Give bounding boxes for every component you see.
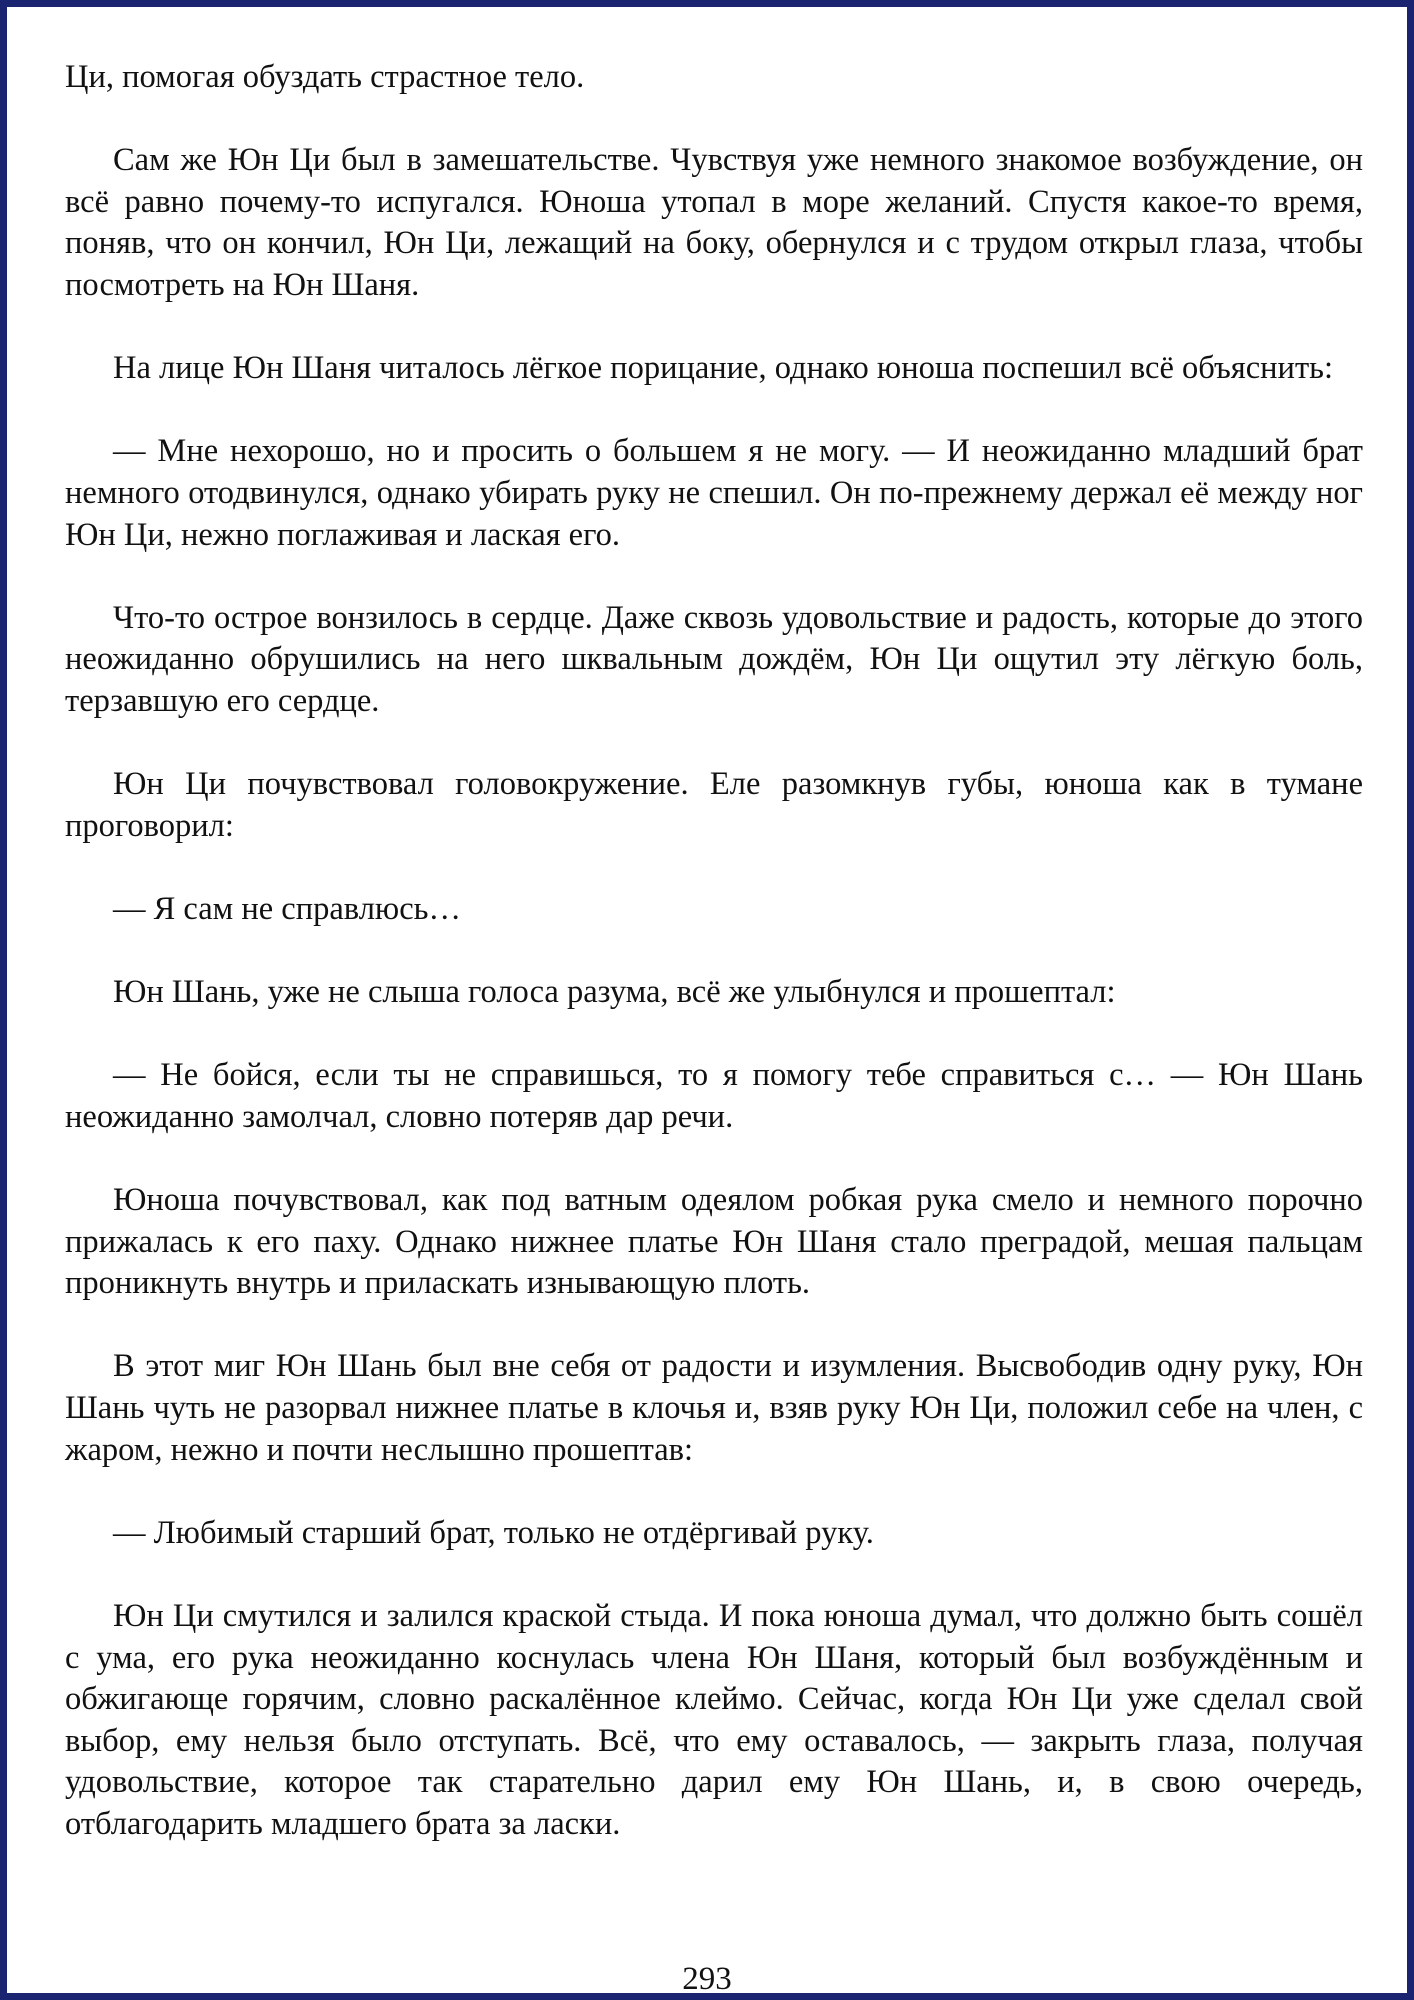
paragraph: Юноша почувствовал, как под ватным одеялом робкая рука смело и немного порочно прижалась к его паху. Однако нижнее платье Юн Шаня стало преградой, мешая пальцам проникнуть внутрь и приласкать изнывающую плоть. [65, 1182, 1363, 1302]
paragraph: Что-то острое вонзилось в сердце. Даже сквозь удовольствие и радость, которые до этого неожиданно обрушились на него шквальным дождём, Юн Ци ощутил эту лёгкую боль, терзавшую его сердце. [65, 599, 1363, 719]
paragraph: — Мне нехорошо, но и просить о большем я не могу. — И неожиданно младший брат немного отодвинулся, однако убирать руку не спешил. Он по-прежнему держал её между ног Юн Ци, нежно поглаживая и лаская его. [65, 433, 1363, 553]
paragraph: — Я сам не справлюсь… [113, 890, 461, 927]
paragraph: Юн Ци смутился и залился краской стыда. И пока юноша думал, что должно быть сошёл с ума, его рука неожиданно коснулась члена Юн Шаня, который был возбуждённым и обжигающе горячим, словно раскалённое клеймо. Сейчас, когда Юн Ци уже сделал свой выбор, ему нельзя было отступать. Всё, что ему оставалось, — закрыть глаза, получая удовольствие, которое так старательно дарил ему Юн Шань, и, в свою очередь, отблагодарить младшего брата за ласки. [65, 1597, 1363, 1842]
paragraph: Юн Ци почувствовал головокружение. Еле разомкнув губы, юноша как в тумане проговорил: [65, 766, 1363, 844]
paragraph: На лице Юн Шаня читалось лёгкое порицание, однако юноша поспешил всё объяснить: [113, 350, 1334, 387]
paragraph: Юн Шань, уже не слыша голоса разума, всё же улыбнулся и прошептал: [113, 974, 1116, 1011]
body-text [65, 57, 1363, 1887]
page-number: 293 [682, 1961, 732, 1997]
paragraph: — Любимый старший брат, только не отдёргивай руку. [113, 1514, 874, 1551]
paragraph: Сам же Юн Ци был в замешательстве. Чувствуя уже немного знакомое возбуждение, он всё равно почему-то испугался. Юноша утопал в море желаний. Спустя какое-то время, поняв, что он кончил, Юн Ци, лежащий на боку, обернулся и с трудом открыл глаза, чтобы посмотреть на Юн Шаня. [65, 142, 1363, 303]
paragraph: Ци, помогая обуздать страстное тело. [65, 59, 585, 95]
paragraph: — Не бойся, если ты не справишься, то я помогу тебе справиться с… — Юн Шань неожиданно замолчал, словно потеряв дар речи. [65, 1057, 1363, 1135]
paragraph: В этот миг Юн Шань был вне себя от радости и изумления. Высвободив одну руку, Юн Шань чуть не разорвал нижнее платье в клочья и, взяв руку Юн Ци, положил себе на член, с жаром, нежно и почти неслышно прошептав: [65, 1348, 1363, 1468]
